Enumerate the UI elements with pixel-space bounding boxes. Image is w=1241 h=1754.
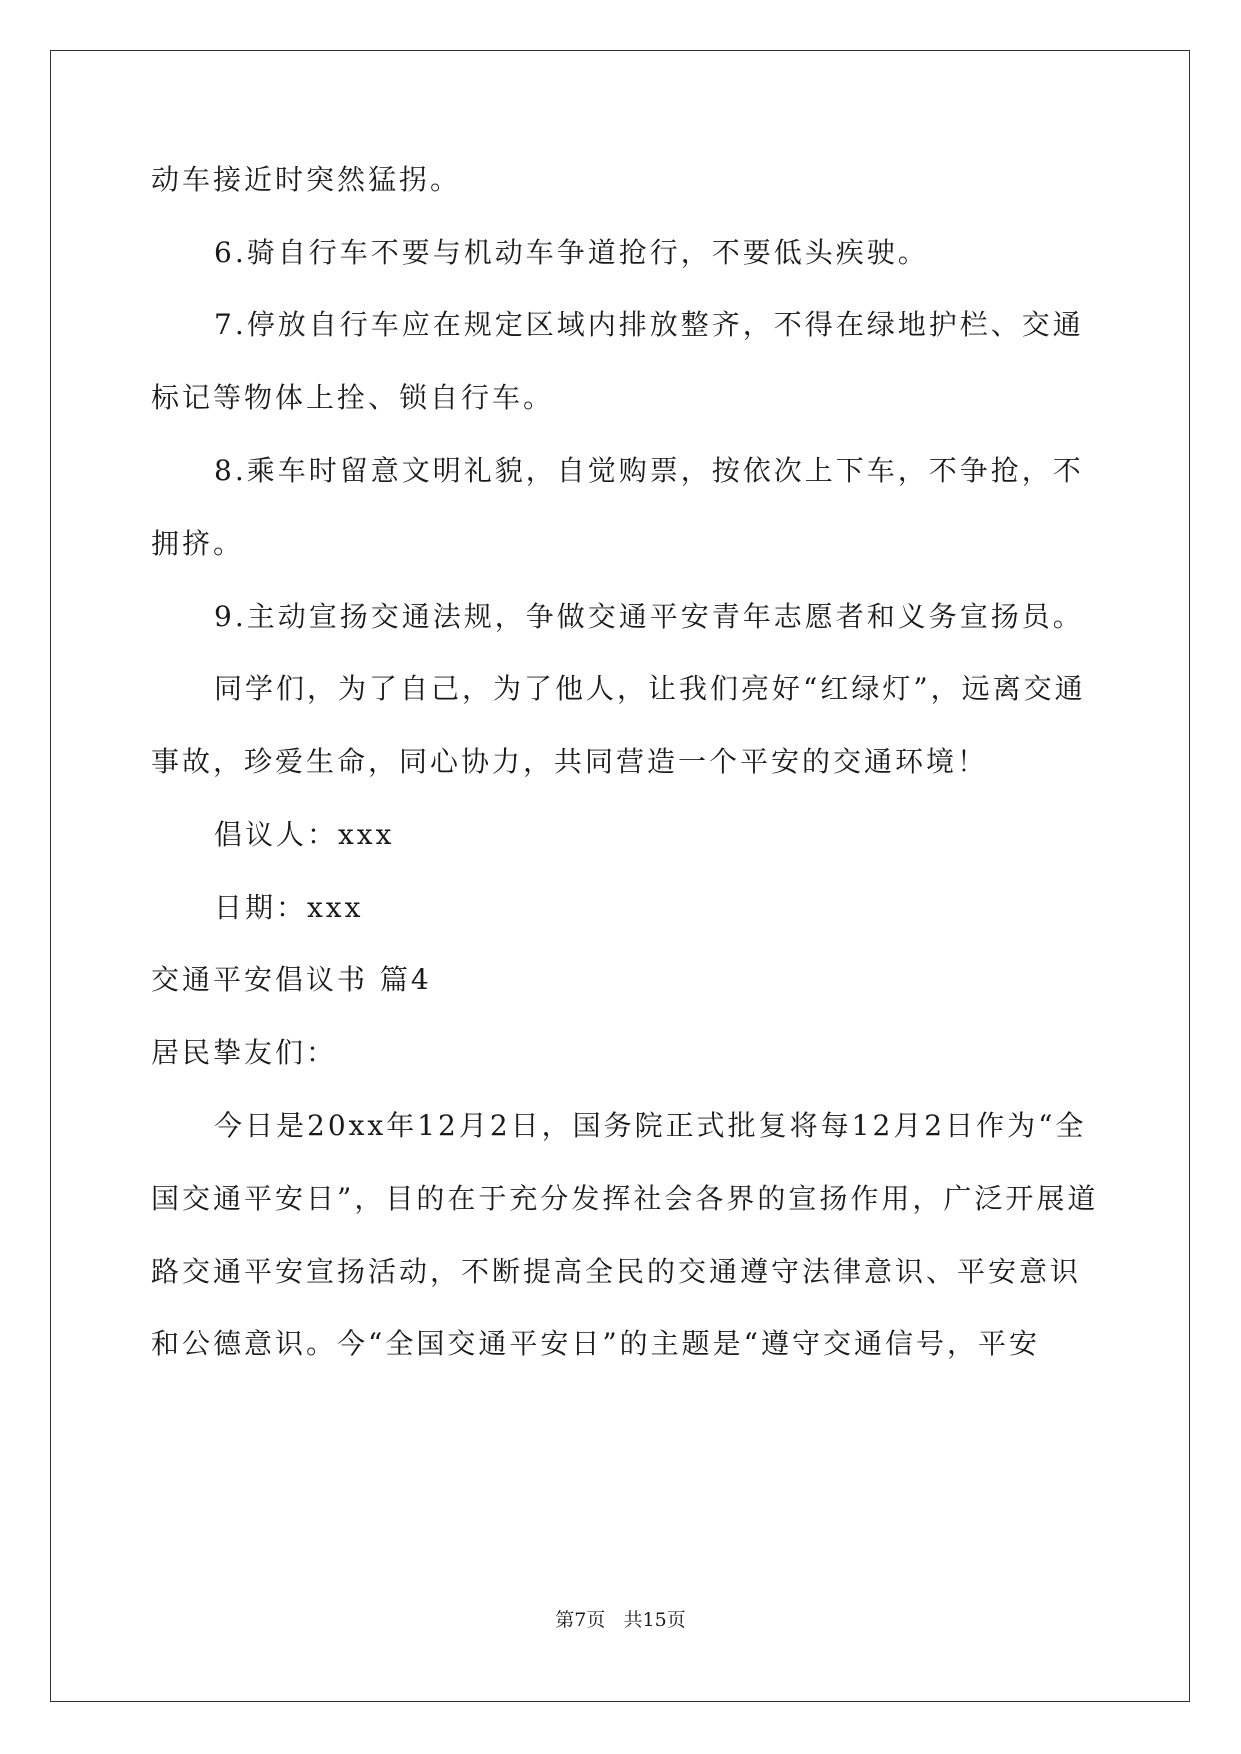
section-heading: 交通平安倡议书 篇4 [151, 963, 432, 996]
text-line: 拥挤。 [151, 527, 245, 560]
page-total: 共15页 [623, 1609, 686, 1631]
signatory-line: 倡议人：xxx [214, 818, 395, 851]
salutation: 居民挚友们： [151, 1036, 338, 1069]
page-number: 第7页 [555, 1609, 606, 1631]
text-line: 事故，珍爱生命，同心协力，共同营造一个平安的交通环境！ [151, 745, 989, 778]
date-line: 日期：xxx [214, 891, 364, 924]
page-border [50, 50, 1190, 1702]
text-line: 和公德意识。今“全国交通平安日”的主题是“遵守交通信号，平安 [151, 1327, 1040, 1360]
page-footer [0, 1608, 1241, 1632]
text-line: 8.乘车时留意文明礼貌，自觉购票，按依次上下车，不争抢，不 [214, 454, 1084, 487]
text-line: 7.停放自行车应在规定区域内排放整齐，不得在绿地护栏、交通 [214, 308, 1084, 341]
footer-spacer [605, 1609, 623, 1631]
text-line: 动车接近时突然猛拐。 [151, 163, 462, 196]
text-line: 今日是20xx年12月2日，国务院正式批复将每12月2日作为“全 [214, 1109, 1087, 1142]
text-line: 标记等物体上拴、锁自行车。 [151, 381, 555, 414]
text-line: 9.主动宣扬交通法规，争做交通平安青年志愿者和义务宣扬员。 [214, 600, 1084, 633]
text-line: 路交通平安宣扬活动，不断提高全民的交通遵守法律意识、平安意识 [151, 1255, 1082, 1288]
text-line: 6.骑自行车不要与机动车争道抢行，不要低头疾驶。 [214, 236, 929, 269]
text-line: 同学们，为了自己，为了他人，让我们亮好“红绿灯”，远离交通 [214, 672, 1086, 705]
text-line: 国交通平安日”，目的在于充分发挥社会各界的宣扬作用，广泛开展道 [151, 1182, 1099, 1215]
